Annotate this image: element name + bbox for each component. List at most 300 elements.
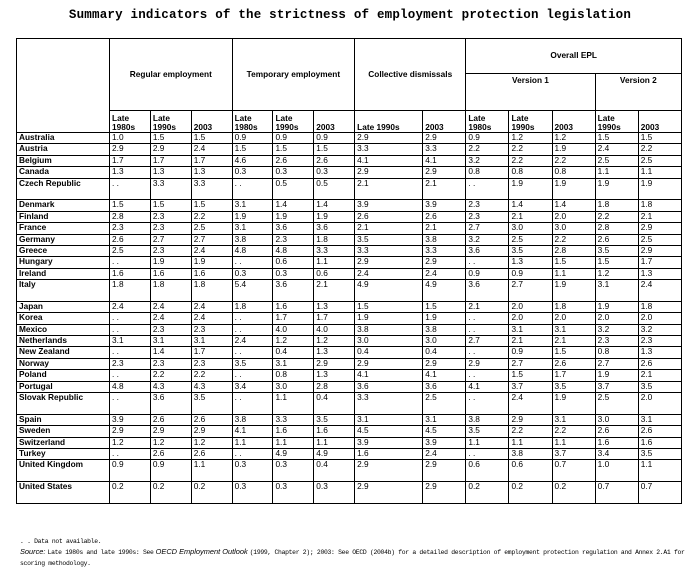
value-cell: 3.1 [232, 200, 273, 211]
value-cell: 2.6 [150, 414, 191, 425]
value-cell: 2.6 [423, 211, 466, 222]
country-cell: Italy [17, 280, 110, 302]
value-cell: 0.2 [110, 482, 151, 504]
value-cell: 3.6 [150, 393, 191, 415]
value-cell: 0.4 [355, 347, 423, 358]
value-cell: 2.9 [355, 460, 423, 482]
value-cell: 1.9 [552, 178, 595, 200]
value-cell: 1.5 [273, 144, 314, 155]
value-cell: 0.5 [273, 178, 314, 200]
value-cell: 3.5 [232, 358, 273, 369]
value-cell: 1.7 [110, 155, 151, 166]
value-cell: 2.3 [110, 358, 151, 369]
value-cell: 1.1 [232, 437, 273, 448]
table-row [17, 448, 682, 459]
value-cell: 2.1 [355, 178, 423, 200]
value-cell: 0.8 [466, 167, 509, 178]
value-cell: 3.3 [150, 178, 191, 200]
value-cell: 1.9 [595, 370, 638, 381]
value-cell: 1.5 [552, 257, 595, 268]
na-note: . . Data not available. [20, 538, 102, 545]
value-cell: 0.2 [191, 482, 232, 504]
value-cell: 2.1 [466, 301, 509, 312]
value-cell: 2.3 [466, 211, 509, 222]
value-cell: 1.5 [552, 347, 595, 358]
value-cell: 1.4 [552, 200, 595, 211]
year-header-cell: 2003 [423, 111, 466, 133]
value-cell: 2.9 [509, 414, 552, 425]
corner-header-cell [17, 39, 110, 133]
value-cell: 2.1 [314, 280, 355, 302]
value-cell: 2.9 [191, 426, 232, 437]
value-cell: 0.8 [595, 347, 638, 358]
epl-table [16, 38, 682, 504]
value-cell: 1.5 [191, 200, 232, 211]
value-cell: 2.4 [423, 448, 466, 459]
value-cell: 3.0 [595, 414, 638, 425]
value-cell: 1.2 [509, 133, 552, 144]
year-header-cell: Late 1980s [466, 111, 509, 133]
value-cell: 1.4 [150, 347, 191, 358]
country-cell: Germany [17, 234, 110, 245]
value-cell: 3.5 [638, 448, 681, 459]
value-cell: 2.9 [423, 133, 466, 144]
table-row [17, 324, 682, 335]
value-cell: 2.5 [191, 223, 232, 234]
value-cell: 2.1 [423, 223, 466, 234]
value-cell: 0.4 [423, 347, 466, 358]
value-cell: 2.2 [466, 144, 509, 155]
value-cell: 2.0 [552, 211, 595, 222]
value-cell: 2.3 [150, 223, 191, 234]
value-cell: 1.1 [314, 257, 355, 268]
year-header-cell: Late 1990s [509, 111, 552, 133]
value-cell: 2.0 [509, 313, 552, 324]
value-cell: 1.9 [552, 393, 595, 415]
value-cell: 2.9 [423, 460, 466, 482]
value-cell: 1.1 [314, 437, 355, 448]
country-cell: Poland [17, 370, 110, 381]
value-cell: 0.3 [273, 167, 314, 178]
value-cell: 1.5 [595, 133, 638, 144]
overall-epl-header: Overall EPL [466, 39, 682, 74]
value-cell: 1.8 [150, 280, 191, 302]
value-cell: 2.2 [638, 144, 681, 155]
value-cell: 0.8 [509, 167, 552, 178]
value-cell: 2.0 [509, 301, 552, 312]
value-cell: 2.8 [110, 211, 151, 222]
value-cell: 2.4 [150, 301, 191, 312]
value-cell: 2.6 [552, 358, 595, 369]
value-cell: 2.9 [150, 426, 191, 437]
country-cell: New Zealand [17, 347, 110, 358]
value-cell: 4.0 [273, 324, 314, 335]
value-cell: 4.8 [110, 381, 151, 392]
value-cell: 3.5 [509, 245, 552, 256]
value-cell: 1.9 [191, 257, 232, 268]
value-cell: 0.3 [273, 482, 314, 504]
value-cell: . . [232, 324, 273, 335]
value-cell: . . [232, 393, 273, 415]
country-cell: Portugal [17, 381, 110, 392]
value-cell: 0.3 [232, 482, 273, 504]
value-cell: 0.3 [232, 167, 273, 178]
value-cell: 0.3 [273, 268, 314, 279]
table-row [17, 178, 682, 200]
value-cell: 1.7 [150, 155, 191, 166]
table-row [17, 223, 682, 234]
table-row [17, 144, 682, 155]
value-cell: 3.4 [595, 448, 638, 459]
value-cell: 1.9 [423, 313, 466, 324]
value-cell: 2.7 [509, 280, 552, 302]
value-cell: 1.3 [509, 257, 552, 268]
value-cell: 4.0 [314, 324, 355, 335]
value-cell: 3.6 [466, 245, 509, 256]
table-row [17, 358, 682, 369]
country-cell: Austria [17, 144, 110, 155]
value-cell: 0.9 [232, 133, 273, 144]
table-row [17, 200, 682, 211]
year-header-cell: Late 1990s [355, 111, 423, 133]
value-cell: 3.0 [423, 336, 466, 347]
value-cell: . . [110, 178, 151, 200]
value-cell: 2.7 [466, 223, 509, 234]
value-cell: 1.8 [314, 234, 355, 245]
value-cell: 1.6 [110, 268, 151, 279]
value-cell: 4.1 [466, 381, 509, 392]
value-cell: . . [232, 313, 273, 324]
value-cell: 1.2 [314, 336, 355, 347]
value-cell: 3.2 [466, 234, 509, 245]
value-cell: 2.7 [150, 234, 191, 245]
value-cell: 2.9 [638, 245, 681, 256]
value-cell: 2.3 [191, 358, 232, 369]
value-cell: 2.6 [150, 448, 191, 459]
value-cell: 5.4 [232, 280, 273, 302]
value-cell: 1.1 [273, 437, 314, 448]
table-row [17, 370, 682, 381]
value-cell: 3.8 [423, 234, 466, 245]
value-cell: 2.1 [638, 370, 681, 381]
table-row [17, 234, 682, 245]
value-cell: 1.5 [314, 144, 355, 155]
year-header-cell: Late 1990s [595, 111, 638, 133]
value-cell: 0.6 [509, 460, 552, 482]
value-cell: 2.4 [191, 144, 232, 155]
value-cell: 3.9 [355, 200, 423, 211]
value-cell: 3.2 [466, 155, 509, 166]
country-cell: Denmark [17, 200, 110, 211]
value-cell: 1.6 [273, 301, 314, 312]
value-cell: 1.3 [314, 301, 355, 312]
value-cell: 1.9 [509, 178, 552, 200]
table-row [17, 347, 682, 358]
value-cell: 1.1 [509, 437, 552, 448]
value-cell: 2.3 [466, 200, 509, 211]
value-cell: 2.2 [552, 234, 595, 245]
value-cell: 2.0 [595, 313, 638, 324]
table-row [17, 245, 682, 256]
value-cell: 3.9 [423, 200, 466, 211]
table-row [17, 257, 682, 268]
value-cell: 1.1 [595, 167, 638, 178]
value-cell: 1.5 [509, 370, 552, 381]
value-cell: 1.1 [638, 167, 681, 178]
value-cell: 3.6 [423, 381, 466, 392]
value-cell: 1.6 [314, 426, 355, 437]
value-cell: 2.9 [423, 358, 466, 369]
value-cell: 1.3 [314, 370, 355, 381]
value-cell: 0.9 [273, 133, 314, 144]
value-cell: 1.1 [552, 268, 595, 279]
value-cell: 0.4 [314, 393, 355, 415]
country-cell: Spain [17, 414, 110, 425]
value-cell: 0.8 [552, 167, 595, 178]
table-notes [20, 537, 690, 569]
value-cell: . . [110, 370, 151, 381]
value-cell: 2.2 [150, 370, 191, 381]
value-cell: 4.9 [273, 448, 314, 459]
value-cell: 0.6 [273, 257, 314, 268]
source-text-1: Late 1980s and late 1990s: See [47, 549, 154, 556]
value-cell: 0.3 [314, 167, 355, 178]
value-cell: 3.1 [509, 324, 552, 335]
value-cell: . . [232, 448, 273, 459]
table-row [17, 393, 682, 415]
value-cell: 1.9 [595, 178, 638, 200]
country-cell: Belgium [17, 155, 110, 166]
value-cell: 2.5 [509, 234, 552, 245]
value-cell: 4.1 [355, 155, 423, 166]
value-cell: 0.8 [273, 370, 314, 381]
value-cell: 3.6 [273, 280, 314, 302]
value-cell: 3.6 [273, 223, 314, 234]
value-cell: 0.9 [509, 347, 552, 358]
value-cell: 2.3 [150, 358, 191, 369]
value-cell: 1.2 [150, 437, 191, 448]
value-cell: 2.9 [150, 144, 191, 155]
value-cell: 1.5 [638, 133, 681, 144]
year-header-cell: Late 1990s [273, 111, 314, 133]
value-cell: 2.6 [355, 211, 423, 222]
value-cell: 1.6 [355, 448, 423, 459]
page-title: Summary indicators of the strictness of employment protection legislation [68, 8, 632, 22]
value-cell: . . [466, 178, 509, 200]
value-cell: 1.2 [595, 268, 638, 279]
value-cell: 0.7 [552, 460, 595, 482]
value-cell: 2.9 [466, 358, 509, 369]
version1-header: Version 1 [466, 74, 595, 111]
value-cell: . . [466, 324, 509, 335]
value-cell: 1.6 [595, 437, 638, 448]
value-cell: 2.2 [191, 370, 232, 381]
value-cell: 0.7 [595, 482, 638, 504]
value-cell: 4.1 [232, 426, 273, 437]
country-cell: Mexico [17, 324, 110, 335]
value-cell: 1.8 [232, 301, 273, 312]
value-cell: 4.5 [355, 426, 423, 437]
value-cell: 4.9 [355, 280, 423, 302]
value-cell: 3.3 [355, 393, 423, 415]
table-row [17, 211, 682, 222]
value-cell: 3.5 [355, 234, 423, 245]
value-cell: . . [232, 370, 273, 381]
value-cell: 3.5 [191, 393, 232, 415]
value-cell: 3.1 [150, 336, 191, 347]
value-cell: 0.2 [552, 482, 595, 504]
value-cell: 2.3 [110, 223, 151, 234]
value-cell: 0.3 [232, 268, 273, 279]
year-header-cell: 2003 [314, 111, 355, 133]
country-cell: Sweden [17, 426, 110, 437]
country-cell: Slovak Republic [17, 393, 110, 415]
value-cell: 0.3 [273, 460, 314, 482]
value-cell: 3.5 [638, 381, 681, 392]
value-cell: 2.9 [355, 257, 423, 268]
value-cell: 0.6 [314, 268, 355, 279]
value-cell: 4.9 [423, 280, 466, 302]
value-cell: 2.9 [355, 482, 423, 504]
value-cell: 1.8 [638, 200, 681, 211]
value-cell: 2.4 [423, 268, 466, 279]
table-row [17, 437, 682, 448]
value-cell: 3.5 [314, 414, 355, 425]
value-cell: 1.2 [273, 336, 314, 347]
value-cell: . . [110, 347, 151, 358]
value-cell: 3.8 [509, 448, 552, 459]
value-cell: . . [466, 448, 509, 459]
country-cell: Greece [17, 245, 110, 256]
value-cell: 1.6 [273, 426, 314, 437]
country-cell: Czech Republic [17, 178, 110, 200]
value-cell: 4.1 [355, 370, 423, 381]
value-cell: . . [232, 257, 273, 268]
value-cell: 2.4 [150, 313, 191, 324]
table-row [17, 268, 682, 279]
year-header-cell: 2003 [191, 111, 232, 133]
table-row [17, 133, 682, 144]
value-cell: . . [110, 393, 151, 415]
country-cell: Hungary [17, 257, 110, 268]
value-cell: 3.9 [110, 414, 151, 425]
value-cell: 3.3 [273, 414, 314, 425]
value-cell: . . [110, 448, 151, 459]
value-cell: 3.3 [423, 245, 466, 256]
source-publication: OECD Employment Outlook [155, 547, 248, 556]
collective-dismissals-header: Collective dismissals [355, 39, 466, 111]
value-cell: 2.5 [638, 155, 681, 166]
value-cell: 2.2 [509, 426, 552, 437]
value-cell: 1.8 [110, 280, 151, 302]
version2-header: Version 2 [595, 74, 681, 111]
value-cell: . . [232, 178, 273, 200]
value-cell: 3.2 [595, 324, 638, 335]
value-cell: 1.2 [110, 437, 151, 448]
value-cell: 3.8 [232, 234, 273, 245]
value-cell: 2.1 [509, 211, 552, 222]
regular-employment-header: Regular employment [110, 39, 233, 111]
value-cell: 1.8 [552, 301, 595, 312]
value-cell: 3.8 [355, 324, 423, 335]
value-cell: 1.6 [150, 268, 191, 279]
value-cell: 1.4 [314, 200, 355, 211]
value-cell: 0.4 [273, 347, 314, 358]
country-cell: Canada [17, 167, 110, 178]
table-row [17, 482, 682, 504]
value-cell: 2.4 [355, 268, 423, 279]
country-cell: Finland [17, 211, 110, 222]
value-cell: 2.3 [150, 245, 191, 256]
value-cell: 2.5 [110, 245, 151, 256]
value-cell: 2.1 [355, 223, 423, 234]
value-cell: . . [466, 393, 509, 415]
value-cell: 3.3 [355, 144, 423, 155]
value-cell: 2.2 [191, 211, 232, 222]
table-row [17, 381, 682, 392]
value-cell: 2.9 [355, 358, 423, 369]
value-cell: 2.9 [423, 257, 466, 268]
value-cell: 3.5 [466, 426, 509, 437]
value-cell: 1.2 [191, 437, 232, 448]
country-cell: Ireland [17, 268, 110, 279]
value-cell: 1.5 [595, 257, 638, 268]
value-cell: 1.5 [150, 200, 191, 211]
value-cell: 1.1 [191, 460, 232, 482]
value-cell: 1.5 [355, 301, 423, 312]
value-cell: 2.2 [552, 155, 595, 166]
value-cell: 0.2 [466, 482, 509, 504]
country-cell: Netherlands [17, 336, 110, 347]
value-cell: 2.9 [423, 167, 466, 178]
value-cell: 1.9 [355, 313, 423, 324]
value-cell: 3.1 [638, 414, 681, 425]
value-cell: 2.8 [314, 381, 355, 392]
value-cell: 2.2 [509, 155, 552, 166]
country-cell: Turkey [17, 448, 110, 459]
value-cell: 3.6 [466, 280, 509, 302]
value-cell: 1.5 [150, 133, 191, 144]
value-cell: 2.2 [595, 211, 638, 222]
country-cell: Norway [17, 358, 110, 369]
value-cell: 2.4 [191, 301, 232, 312]
value-cell: 3.6 [355, 381, 423, 392]
value-cell: 2.9 [423, 482, 466, 504]
value-cell: 1.9 [638, 178, 681, 200]
value-cell: 3.3 [423, 144, 466, 155]
value-cell: . . [110, 257, 151, 268]
value-cell: 2.3 [273, 234, 314, 245]
value-cell: 1.5 [191, 133, 232, 144]
value-cell: 3.1 [423, 414, 466, 425]
value-cell: 2.3 [595, 336, 638, 347]
value-cell: 0.6 [466, 460, 509, 482]
value-cell: 2.6 [191, 448, 232, 459]
value-cell: 2.3 [191, 324, 232, 335]
value-cell: 2.3 [638, 336, 681, 347]
value-cell: 4.8 [232, 245, 273, 256]
value-cell: 2.9 [314, 358, 355, 369]
value-cell: 2.4 [232, 336, 273, 347]
table-row [17, 336, 682, 347]
value-cell: 1.5 [110, 200, 151, 211]
value-cell: 1.7 [314, 313, 355, 324]
value-cell: 1.3 [314, 347, 355, 358]
value-cell: 2.2 [509, 144, 552, 155]
value-cell: 1.3 [638, 268, 681, 279]
value-cell: 2.4 [638, 280, 681, 302]
country-cell: Switzerland [17, 437, 110, 448]
